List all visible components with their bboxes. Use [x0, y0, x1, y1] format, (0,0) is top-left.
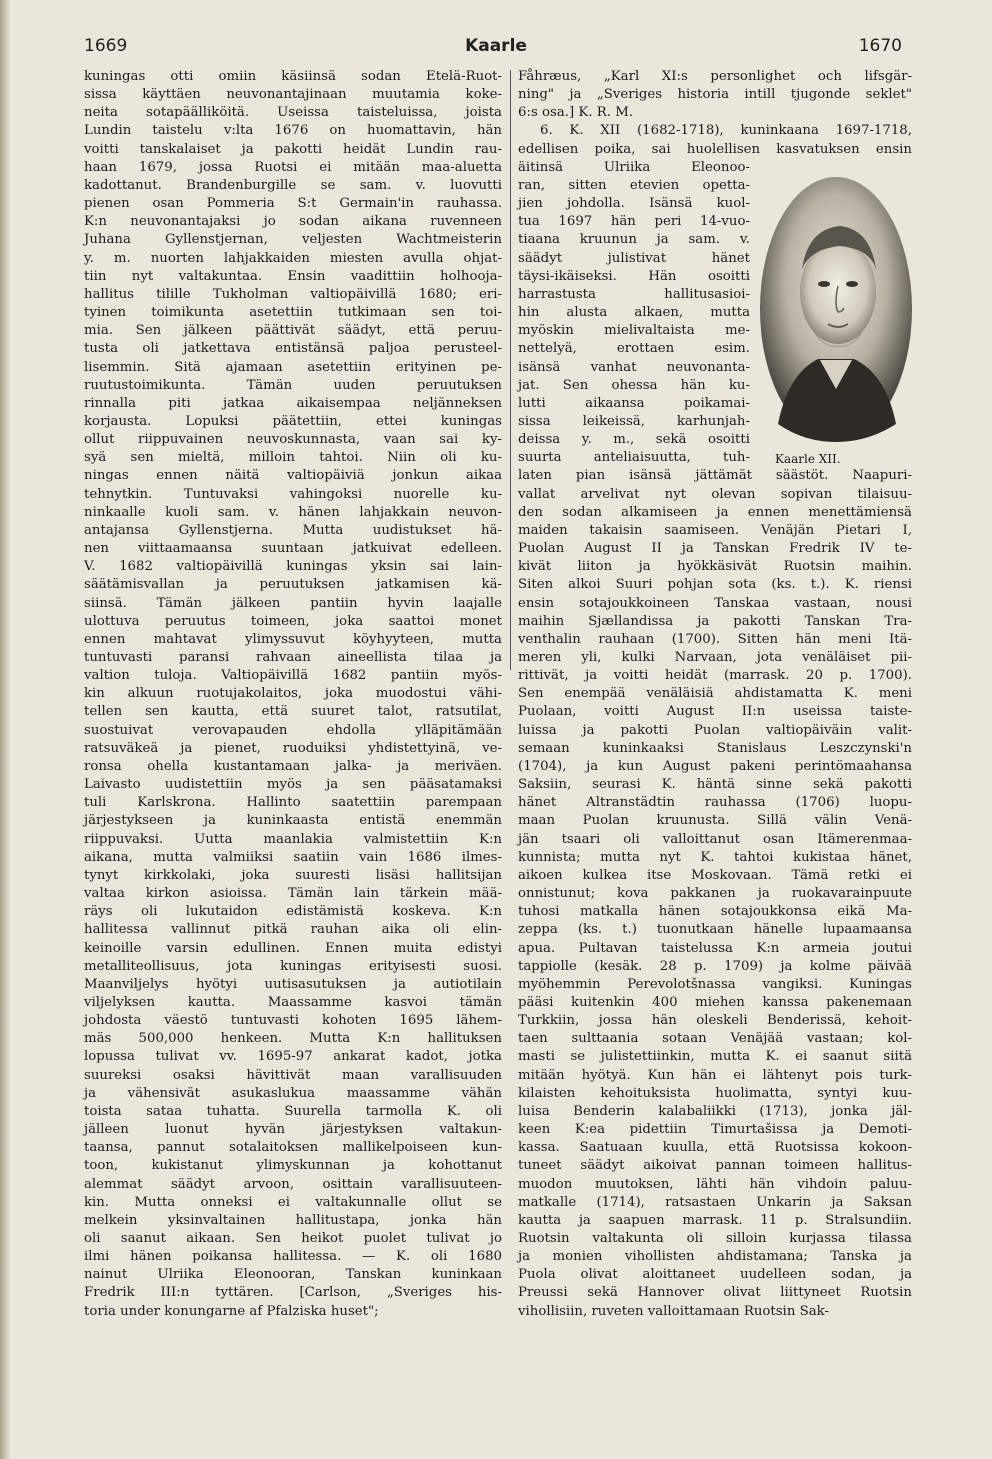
text-line: 6:s osa.] K. R. M.	[518, 105, 634, 121]
text-line: taen sulttaania sotaan Venäjää vastaan; kol-	[518, 1031, 912, 1047]
portrait-caption: Kaarle XII.	[775, 452, 841, 466]
text-line: johdosta väestö tuntuvasti kohoten 1695 lähem-	[84, 1013, 502, 1029]
text-line: tuhosi matkalla hänen sotajoukkonsa eikä Ma-	[518, 904, 912, 920]
text-line: hänet Altranstädtin rauhassa (1706) luopu-	[518, 795, 912, 811]
text-line: Turkkiin, jossa hän oleskeli Benderissä, kehoit-	[518, 1013, 912, 1029]
text-line: ning" ja „Sveriges historia intill tjugonde seklet"	[518, 87, 912, 103]
text-line: syä sen mieltä, milloin tahtoi. Niin oli ku-	[84, 450, 502, 466]
text-line: mäs 500,000 henkeen. Mutta K:n hallituksen	[84, 1031, 502, 1047]
text-line: tuli Karlskrona. Hallinto saatettiin parempaan	[84, 795, 502, 811]
text-line: den sodan alkamiseen ja ennen menettämiensä	[518, 504, 912, 520]
text-line: ennen mahtavat ylimyssuvut köyhyyteen, mutta	[84, 631, 502, 647]
text-line: tyinen toimikunta asetettiin tutkimaan sen toi-	[84, 305, 502, 321]
text-line: myöskin mielivaltaista me-	[518, 323, 750, 339]
text-line: metalliteollisuus, jota kuningas erityisesti suosi.	[84, 958, 502, 974]
text-line: siinsä. Tämän jälkeen pantiin hyvin laajalle	[84, 595, 502, 611]
text-line: neita sotapäälliköitä. Useissa taisteluissa, joista	[84, 105, 502, 121]
text-line: rittivät, ja voitti heidät (marrask. 20 p. 1700).	[518, 668, 912, 684]
text-line: ollut riippuvainen neuvoskunnasta, vaan sai ky-	[84, 432, 502, 448]
text-line: hallitessa vallinnut pitkä rauhan aika oli elin-	[84, 922, 502, 938]
text-line: tiin nyt valtakuntaa. Ensin vaadittiin holhooja-	[84, 268, 502, 284]
text-line: ruutustoimikunta. Tämän uuden peruutuksen	[84, 377, 502, 393]
text-line: meren yli, kulki Narvaan, jota venäläiset pii-	[518, 650, 912, 665]
text-line: tellen sen kautta, että suuret talot, ratsutilat,	[84, 704, 502, 720]
text-line: toon, kukistanut ylimyskunnan ja kohottanut	[84, 1158, 502, 1174]
text-line: äitinsä Ulriika Eleonoo-	[518, 159, 750, 175]
text-line: haan 1679, jossa Ruotsi ei mitään maa-aluetta	[84, 159, 502, 175]
text-line: Siten alkoi Suuri pohjan sota (ks. t.). K. riensi	[518, 577, 912, 593]
text-line: laten pian isänsä jättämät säästöt. Naapuri-	[518, 468, 912, 484]
text-line: zeppa (ks. t.) tuonutkaan hänelle lupaamaansa	[518, 922, 912, 938]
text-line: pääsi kuitenkin 400 miehen kanssa pakenemaan	[518, 994, 912, 1010]
portrait-kaarle-xii	[758, 174, 914, 444]
text-line: räys oli lukutaidon edistämistä koskeva. K:n	[84, 904, 502, 920]
text-line: Laivasto uudistettiin myös ja sen pääsatamaksi	[84, 777, 502, 793]
text-line: aikana, mutta valmiiksi saatiin vain 1686 ilmes-	[84, 849, 502, 865]
text-line: luisa Benderin kalabaliikki (1713), jonka jäl-	[518, 1103, 912, 1119]
page-edge-shadow	[0, 0, 10, 1459]
text-line: V. 1682 valtiopäivillä kuningas yksin sai lain-	[84, 559, 502, 575]
text-line: säätämisvallan ja peruutuksen jatkamisen kä-	[84, 577, 502, 593]
text-line: tappiolle (kesäk. 28 p. 1709) ja kolme päivää	[518, 958, 912, 974]
text-line: apua. Pultavan taistelussa K:n armeia joutui	[518, 940, 912, 956]
text-line: valtion tuloja. Valtiopäivillä 1682 pantiin myös-	[84, 668, 502, 684]
text-line: täysi-ikäiseksi. Hän osoitti	[518, 268, 750, 284]
text-line: ja vähensivät asukaslukua maassamme vähän	[84, 1085, 502, 1101]
text-line: aikoen kulkea itse Moskovaan. Tämä retki ei	[518, 867, 912, 883]
column-divider	[510, 70, 511, 670]
text-line: maihin Sjællandissa ja pakotti Tanskan Tra-	[518, 613, 912, 629]
text-line: ulottuva peruutus toimeen, joka saattoi monet	[84, 613, 502, 629]
page-number-right: 1670	[858, 36, 902, 56]
text-line: Juhana Gyllenstjernan, veljesten Wachtmeisterin	[84, 232, 502, 248]
page-number-left: 1669	[84, 36, 128, 56]
text-line: nettelyä, erottaen esim.	[518, 341, 750, 357]
text-line: jälleen luonut hyvän järjestyksen valtakun-	[84, 1122, 502, 1138]
text-line: keinoille varsin edullinen. Ennen muita edistyi	[84, 940, 502, 956]
text-line: kivät liiton ja hyökkäsivät Ruotsin maihin.	[518, 559, 912, 575]
text-line: kautta ja saapuen marrask. 11 p. Stralsundiin.	[518, 1212, 912, 1228]
text-line: tua 1697 hän peri 14-vuo-	[518, 214, 750, 230]
text-line: rinnalla piti jatkaa aikaisempaa neljänneksen	[84, 395, 502, 411]
text-line: ratsuväkeä ja pienet, ruoduiksi yhdistettyinä, ve-	[84, 740, 502, 756]
text-line: kin. Mutta onneksi ei valtakunnalle ollut se	[84, 1194, 502, 1210]
text-line: keen K:ea pidettiin Timurtašissa ja Demoti-	[518, 1122, 912, 1138]
text-line: viljelyksen kautta. Maassamme kasvoi tämän	[84, 994, 502, 1010]
text-line: kin alkuun ruotujakolaitos, joka muodostui vähi-	[84, 686, 502, 702]
text-line: kadottanut. Brandenburgille se sam. v. luovutti	[84, 177, 502, 193]
text-line: kuningas otti omiin käsiinsä sodan Etelä-Ruot-	[84, 69, 502, 84]
text-line: ja monien vihollisten ahdistamana; Tanska ja	[518, 1249, 912, 1265]
text-line: jän tsaari oli valloittanut osan Itämerenmaa-	[518, 831, 912, 847]
text-line: tehnytkin. Tuntuvaksi vahingoksi nuorelle ku-	[84, 486, 502, 502]
portrait-engraving	[758, 174, 914, 444]
text-line: järjestykseen ja kuninkaasta entistä enemmän	[84, 813, 502, 829]
text-line: Maanviljelys hyötyi uutisasutuksen ja autiotilain	[84, 976, 502, 992]
text-line: y. m. nuorten lahjakkaiden miesten avulla ohjat-	[84, 250, 502, 266]
text-line: maan Puolan kruunusta. Sillä välin Venä-	[518, 813, 912, 829]
text-line: lisemmin. Sitä ajamaan asetettiin erityinen pe-	[84, 359, 502, 375]
text-line: deissa y. m., sekä osoitti	[518, 432, 750, 448]
text-line: matkalle (1714), ratsastaen Unkarin ja Saksan	[518, 1194, 912, 1210]
running-title: Kaarle	[465, 36, 527, 56]
text-line: ilmi hänen poikansa hallitessa. — K. oli 1680	[84, 1249, 502, 1265]
text-line: kassa. Saatuaan kuulla, että Ruotsissa kokoon-	[518, 1140, 912, 1156]
text-line: sissa leikeissä, karhunjah-	[518, 413, 750, 429]
text-line: suurta anteliaisuutta, tuh-	[518, 450, 750, 466]
left-column	[84, 68, 502, 1321]
text-line: kilaisten kehoituksista huolimatta, syntyi kuu-	[518, 1085, 912, 1101]
text-line: ninkaalle kuoli sam. v. hänen lahjakkain neuvon-	[84, 504, 502, 520]
text-line: ran, sitten etevien opetta-	[518, 177, 750, 193]
text-line: hin alusta alkaen, mutta	[518, 305, 750, 321]
text-line: 6. K. XII (1682-1718), kuninkaana 1697-1718,	[540, 123, 912, 139]
text-line: toista sataa tuhatta. Suurella tarmolla K. oli	[84, 1103, 502, 1119]
text-line: voitti tanskalaiset ja pakotti heidät Lundin rau-	[84, 141, 502, 157]
text-line: lopussa tulivat vv. 1695-97 ankarat kadot, jotka	[84, 1049, 502, 1065]
text-line: Lundin taistelu v:lta 1676 on huomattavin, hän	[84, 123, 502, 139]
text-line: K:n neuvonantajaksi jo sodan aikana ruvenneen	[84, 214, 502, 230]
text-line: tuneet säädyt aikoivat pannan toimeen hallitus-	[518, 1158, 912, 1174]
text-line: Puola olivat aloittaneet uudelleen sodan, ja	[518, 1267, 912, 1283]
text-line: muodon muutoksen, lähti hän vihdoin paluu-	[518, 1176, 912, 1192]
text-line: jat. Sen ohessa hän ku-	[518, 377, 750, 393]
text-line: vallat arvelivat nyt olevan sopivan tilaisuu-	[518, 486, 912, 502]
text-line: oli saanut aikaan. Sen heikot puolet tulivat jo	[84, 1231, 502, 1246]
text-line: harrastusta hallitusasioi-	[518, 286, 750, 302]
text-line: mitään hyötyä. Kun hän ei lähtenyt pois turk-	[518, 1067, 912, 1083]
text-line: luissa ja pakotti Puolan valtiopäiväin valit-	[518, 722, 912, 738]
text-line: Fredrik III:n tyttären. [Carlson, „Sveriges his-	[84, 1285, 502, 1301]
text-line: sissa käyttäen neuvonantajinaan muutamia koke-	[84, 87, 502, 103]
text-line: venthalin rauhaan (1700). Sitten hän meni Itä-	[518, 631, 912, 647]
text-line: ensin sotajoukkoineen Tanskaa vastaan, nousi	[518, 595, 912, 611]
text-line: ningas ennen näitä valtiopäiviä jonkun aikaa	[84, 468, 502, 484]
text-line: semaan kuninkaaksi Stanislaus Leszczynski'n	[518, 740, 912, 756]
text-line: tiaana kruunun ja sam. v.	[518, 232, 750, 248]
text-line: säädyt julistivat hänet	[518, 250, 750, 266]
text-line: tynyt kirkkolaki, joka suuresti lisäsi hallitsijan	[84, 867, 502, 883]
text-line: tuntuvasti paransi rahvaan aineellista tilaa ja	[84, 650, 502, 665]
text-line: edellisen poika, sai huolellisen kasvatuksen ensin	[518, 141, 912, 157]
text-line: kunnista; mutta nyt K. tahtoi kukistaa hänet,	[518, 849, 912, 865]
text-line: Ruotsin valtakunta oli silloin kurjassa tilassa	[518, 1231, 912, 1246]
text-line: jien johdolla. Isänsä kuol-	[518, 196, 750, 212]
text-line: masti se julistettiinkin, mutta K. ei saanut siitä	[518, 1049, 912, 1065]
text-line: isänsä vanhat neuvonanta-	[518, 359, 750, 375]
text-line: pienen osan Pommeria S:t Germain'in rauhassa.	[84, 196, 502, 212]
text-line: lutti aikaansa poikamai-	[518, 395, 750, 411]
text-line: Saksiin, seurasi K. häntä sinne sekä pakotti	[518, 777, 912, 793]
text-line: Preussi sekä Hannover olivat liittyneet Ruotsin	[518, 1285, 912, 1301]
text-line: hallitus tilille Tukholman valtiopäivillä 1680; eri-	[84, 286, 502, 302]
text-line: mia. Sen jälkeen päättivät säädyt, että peruu-	[84, 323, 502, 339]
text-line: nen viittaamaansa suuntaan jatkuivat edelleen.	[84, 541, 502, 557]
text-line: Fåhræus, „Karl XI:s personlighet och lifsgär-	[518, 69, 912, 84]
text-line: suureksi osaksi hävittivät maan varallisuuden	[84, 1067, 502, 1083]
text-line: vihollisiin, ruveten valloittamaan Ruotsin Sak-	[518, 1303, 829, 1319]
text-line: nainut Ulriika Eleonooran, Tanskan kuninkaan	[84, 1267, 502, 1283]
text-line: myöhemmin Perevolotšnassa vangiksi. Kuningas	[518, 976, 912, 992]
text-line: ronsa ohella kustantamaan jalka- ja meriväen.	[84, 758, 502, 774]
text-line: antajansa Gyllenstjerna. Mutta uudistukset hä-	[84, 522, 502, 538]
text-line: melkein yksinvaltainen hallitustapa, jonka hän	[84, 1212, 502, 1228]
text-line: Puolaan, voitti August II:n useissa taiste-	[518, 704, 912, 720]
text-line: onnistunut; kova pakkanen ja ruokavarainpuute	[518, 886, 912, 902]
text-line: valtaa kirkon asioissa. Tämän lain tärkein mää-	[84, 886, 502, 902]
text-line: Puolan August II ja Tanskan Fredrik IV te-	[518, 541, 912, 557]
text-line: toria under konungarne af Pfalziska huset";	[84, 1303, 379, 1319]
text-line: alemmat säädyt arvoon, osittain varallisuuteen-	[84, 1176, 502, 1192]
text-line: maiden takaisin saamiseen. Venäjän Pietari I,	[518, 522, 912, 538]
text-line: suostuivat verovapauden ehdolla ylläpitämään	[84, 722, 502, 738]
text-line: korjausta. Lopuksi päätettiin, ettei kuningas	[84, 413, 502, 429]
text-line: riippuvaksi. Uutta maanlakia valmistettiin K:n	[84, 831, 502, 847]
text-line: taansa, pannut sotalaitoksen mallikelpoiseen kun-	[84, 1140, 502, 1156]
text-line: Sen enempää venäläisiä ahdistamatta K. meni	[518, 686, 912, 702]
text-line: (1704), ja kun August pakeni perintömaahansa	[518, 758, 912, 774]
text-line: tusta oli jatkettava entistänsä paljoa perusteel-	[84, 341, 502, 357]
